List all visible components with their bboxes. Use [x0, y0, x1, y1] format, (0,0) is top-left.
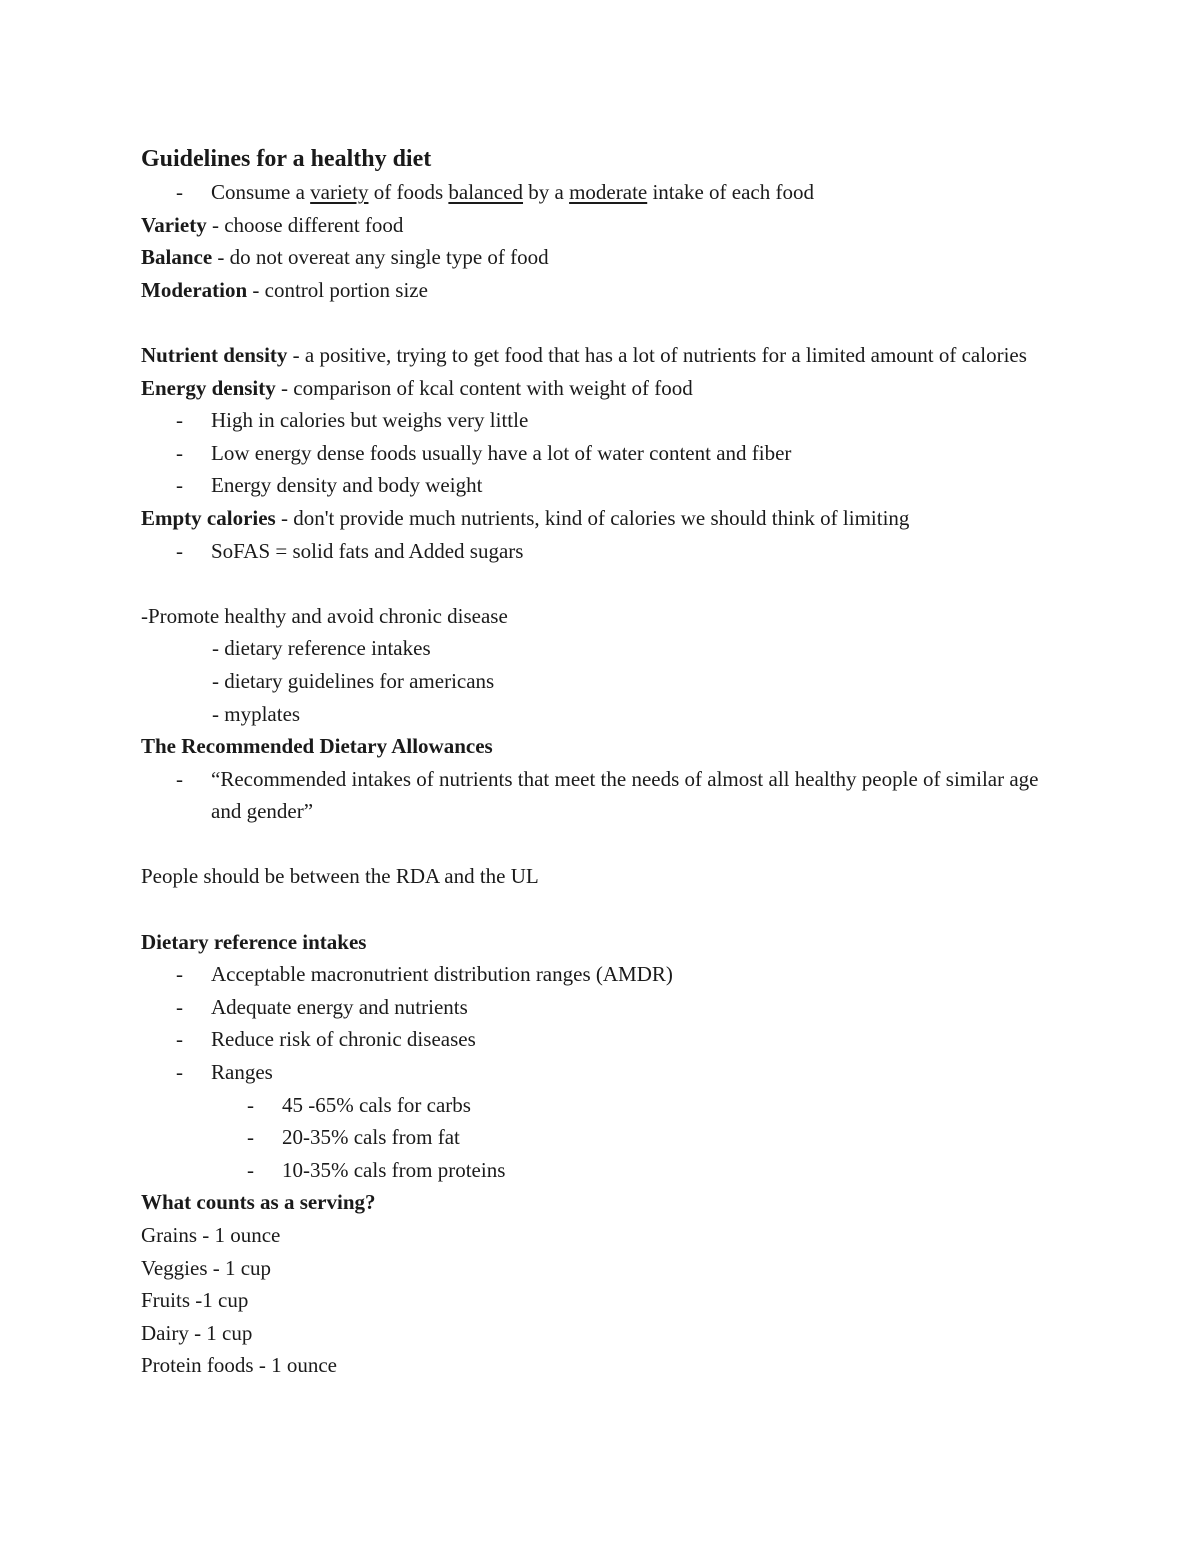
promote-line: -Promote healthy and avoid chronic disease: [141, 603, 508, 628]
list-item: - Adequate energy and nutrients: [141, 991, 1071, 1024]
spacer: [141, 306, 1071, 339]
section-heading-dri: Dietary reference intakes: [141, 929, 367, 954]
indented-item: - dietary guidelines for americans: [212, 668, 495, 693]
nested-list-item: - 20-35% cals from fat: [141, 1121, 1071, 1154]
list-item: - Energy density and body weight: [141, 469, 1071, 502]
statement-line: People should be between the RDA and the UL: [141, 864, 539, 889]
list-item: - Acceptable macronutrient distribution ranges (AMDR): [141, 958, 1071, 991]
bullet-dash: -: [176, 538, 183, 563]
underlined-word: moderate: [569, 180, 648, 204]
serving-item: Grains - 1 ounce: [141, 1223, 281, 1247]
list-item: - SoFAS = solid fats and Added sugars: [141, 535, 1071, 568]
bullet-dash: -: [176, 1060, 183, 1085]
nested-list-item: - 45 -65% cals for carbs: [141, 1089, 1071, 1122]
bullet-dash: -: [176, 766, 183, 791]
bullet-dash: -: [247, 1157, 254, 1182]
serving-item: Dairy - 1 cup: [141, 1320, 253, 1345]
page-title: Guidelines for a healthy diet: [141, 146, 432, 172]
bullet-dash: -: [176, 1027, 183, 1052]
term: Nutrient density: [141, 342, 288, 367]
definition-energy-density: [141, 372, 1071, 405]
bullet-dash: -: [176, 180, 183, 204]
term: Empty calories: [141, 505, 276, 530]
list-item: - High in calories but weighs very little: [141, 404, 1071, 437]
definition: - comparison of kcal content with weight of food: [275, 375, 693, 400]
definition: - don't provide much nutrients, kind of calories we should think of limiting: [275, 505, 910, 530]
list-item: - Low energy dense foods usually have a lot of water content and fiber: [141, 437, 1071, 470]
document-body: [141, 142, 1071, 1382]
list-item: - Ranges: [141, 1056, 1071, 1089]
bullet-dash: -: [176, 962, 183, 987]
bullet-dash: -: [176, 473, 183, 498]
list-item: - “Recommended intakes of nutrients that meet the needs of almost all healthy people of similar age and gender”: [141, 763, 1071, 828]
definition: - a positive, trying to get food that has a lot of nutrients for a limited amount of calories: [287, 342, 1027, 367]
bullet-dash: -: [176, 994, 183, 1019]
definition-variety: [141, 209, 1071, 242]
list-item: - Reduce risk of chronic diseases: [141, 1023, 1071, 1056]
spacer: [141, 828, 1071, 861]
term: Variety: [141, 212, 207, 237]
term: Energy density: [141, 375, 276, 400]
indented-item: - myplates: [212, 701, 301, 726]
nested-list-item: - 10-35% cals from proteins: [141, 1154, 1071, 1187]
spacer: [141, 567, 1071, 600]
serving-item: Protein foods - 1 ounce: [141, 1353, 337, 1378]
indented-item: - dietary reference intakes: [212, 636, 431, 661]
definition-balance: [141, 241, 1071, 274]
section-heading-serving: What counts as a serving?: [141, 1190, 376, 1215]
definition: - control portion size: [247, 277, 428, 302]
definition-moderation: [141, 274, 1071, 307]
spacer: [141, 893, 1071, 926]
section-heading-rda: The Recommended Dietary Allowances: [141, 734, 493, 759]
definition: - do not overeat any single type of food: [212, 245, 549, 270]
bullet-dash: -: [176, 440, 183, 465]
definition-nutrient-density: [141, 339, 1071, 372]
serving-item: Veggies - 1 cup: [141, 1255, 272, 1280]
serving-item: Fruits -1 cup: [141, 1288, 249, 1313]
underlined-word: variety: [310, 180, 369, 204]
bullet-dash: -: [247, 1125, 254, 1150]
definition: - choose different food: [206, 212, 404, 237]
bullet-dash: -: [176, 408, 183, 433]
list-item: - Consume a variety of foods balanced by a moderate intake of each food: [141, 176, 1071, 209]
term: Moderation: [141, 277, 248, 302]
term: Balance: [141, 245, 213, 270]
underlined-word: balanced: [448, 180, 524, 204]
definition-empty-calories: [141, 502, 1071, 535]
bullet-dash: -: [247, 1092, 254, 1117]
